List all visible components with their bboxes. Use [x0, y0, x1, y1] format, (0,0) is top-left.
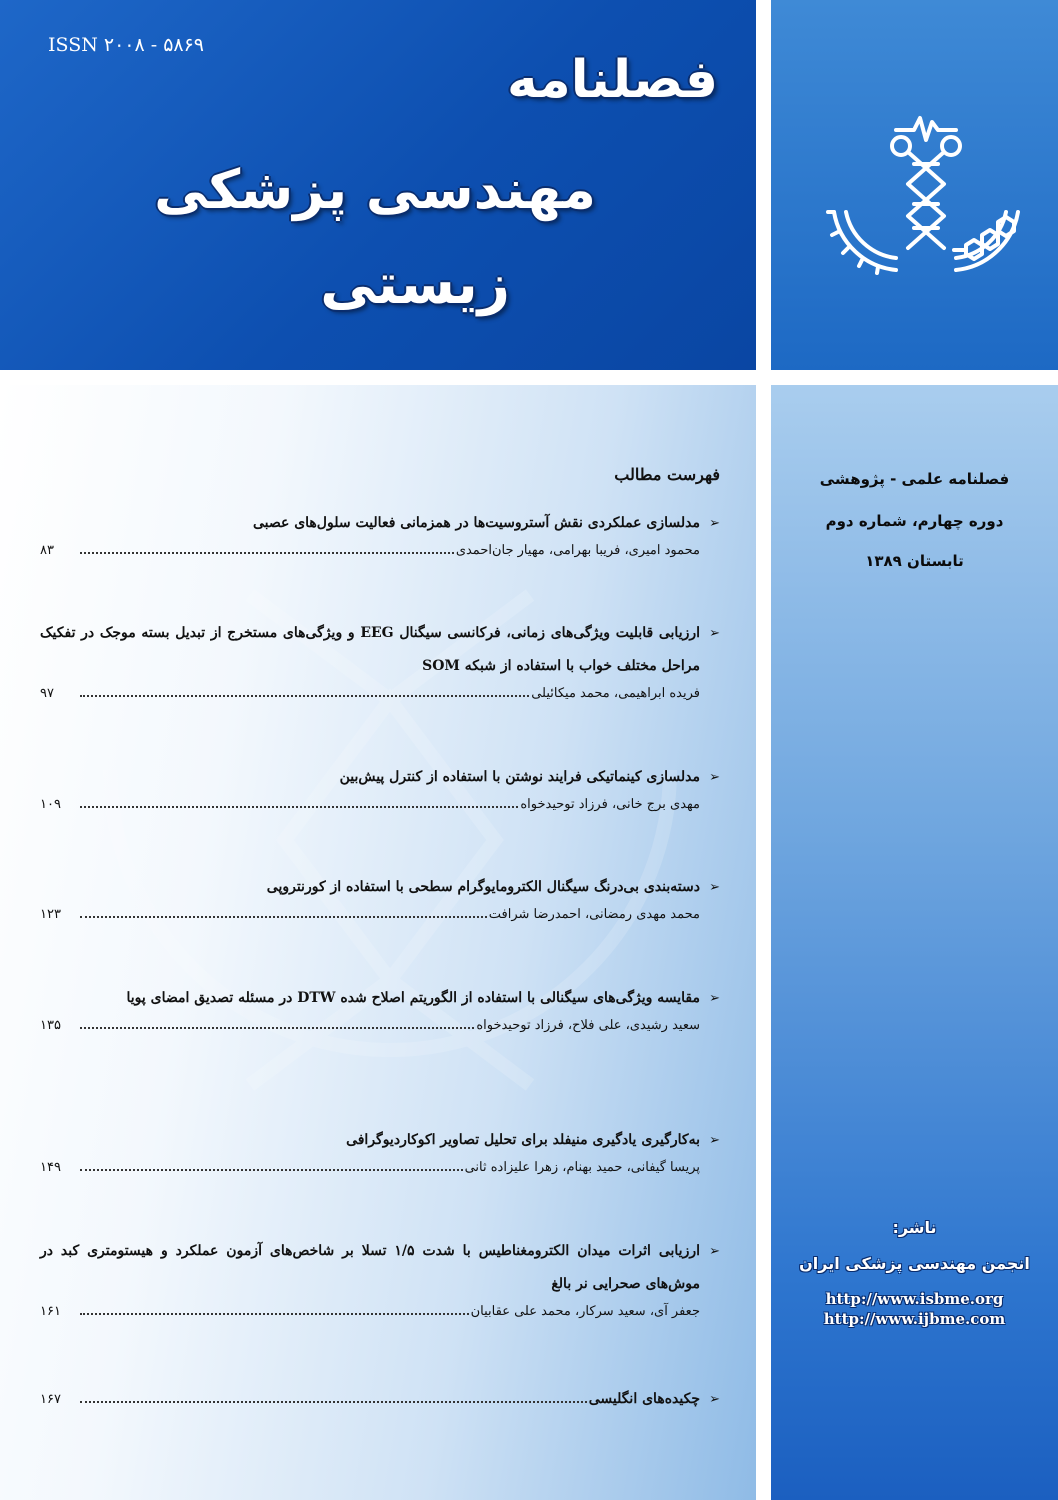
- arrow-bullet-icon: ➢: [709, 1133, 720, 1148]
- toc-entry: [40, 761, 720, 816]
- toc-entry: [40, 1235, 720, 1323]
- isbme-logo-icon: [826, 100, 1026, 275]
- dot-leader: [80, 1312, 469, 1315]
- page-number: ۱۰۹: [40, 797, 61, 812]
- dot-leader: [80, 1168, 463, 1171]
- article-title: مدلسازی کینماتیکی فرایند نوشتن با استفاده از کنترل پیش‌بین: [339, 769, 700, 785]
- dot-leader: [80, 805, 518, 808]
- article-title: چکیده‌های انگلیسی: [588, 1391, 700, 1407]
- article-authors: فریده ابراهیمی، محمد میکائیلی: [531, 686, 700, 701]
- toc-entry: [40, 871, 720, 926]
- toc-entry: [40, 982, 720, 1037]
- dot-leader: [80, 915, 487, 918]
- arrow-bullet-icon: ➢: [709, 1244, 720, 1259]
- article-authors: سعید رشیدی، علی فلاح، فرزاد توحیدخواه: [476, 1018, 700, 1033]
- article-authors: مهدی برج خانی، فرزاد توحیدخواه: [520, 797, 700, 812]
- dot-leader: [80, 551, 454, 554]
- publisher-label: ناشر:: [892, 1218, 937, 1237]
- article-title: مقایسه ویژگی‌های سیگنالی با استفاده از الگوریتم اصلاح شده DTW در مسئله تصدیق امضای پویا: [126, 990, 700, 1006]
- toc-entry-abstracts: [40, 1383, 720, 1416]
- arrow-bullet-icon: ➢: [709, 770, 720, 785]
- toc-heading: فهرست مطالب: [614, 465, 720, 484]
- arrow-bullet-icon: ➢: [709, 991, 720, 1006]
- page-number: ۱۴۹: [40, 1160, 61, 1175]
- dot-leader: [80, 694, 529, 697]
- season-year: تابستان ۱۳۸۹: [865, 552, 964, 570]
- journal-title-line1: فصلنامه: [507, 50, 718, 110]
- journal-type: فصلنامه علمی - پژوهشی: [819, 470, 1010, 488]
- website-link-ijbme[interactable]: http://www.ijbme.com: [823, 1310, 1006, 1328]
- publisher-name: انجمن مهندسی پزشکی ایران: [799, 1254, 1030, 1273]
- issn: ISSN ۲۰۰۸ - ۵۸۶۹: [48, 34, 205, 56]
- volume-issue: دوره چهارم، شماره دوم: [825, 512, 1004, 530]
- dot-leader: [80, 1400, 587, 1403]
- arrow-bullet-icon: ➢: [709, 880, 720, 895]
- article-title: ارزیابی قابلیت ویژگی‌های زمانی، فرکانسی سیگنال EEG و ویژگی‌های مستخرج از تبدیل بسته موجک در تفکیک مراحل مختلف خواب با استفاده از شبکه SOM: [40, 625, 700, 674]
- page-number: ۱۲۳: [40, 907, 61, 922]
- page-number: ۸۳: [40, 543, 54, 558]
- page-number: ۱۳۵: [40, 1018, 61, 1033]
- article-title: به‌کارگیری یادگیری منیفلد برای تحلیل تصاویر اکوکاردیوگرافی: [346, 1132, 700, 1148]
- dot-leader: [80, 1026, 474, 1029]
- toc-entry: [40, 507, 720, 562]
- article-title: مدلسازی عملکردی نقش آستروسیت‌ها در همزمانی فعالیت سلول‌های عصبی: [252, 515, 700, 531]
- article-authors: محمد مهدی رمضانی، احمدرضا شرافت: [488, 907, 700, 922]
- article-authors: محمود امیری، فریبا بهرامی، مهیار جان‌احمدی: [455, 543, 700, 558]
- article-title: ارزیابی اثرات میدان الکترومغناطیس با شدت ۱/۵ تسلا بر شاخص‌های آزمون عملکرد و هیستومتری کبد در موش‌های صحرایی نر بالغ: [40, 1243, 700, 1292]
- arrow-bullet-icon: ➢: [709, 516, 720, 531]
- article-title: دسته‌بندی بی‌درنگ سیگنال الکترومایوگرام سطحی با استفاده از کورنتروپی: [266, 879, 700, 895]
- article-authors: جعفر آی، سعید سرکار، محمد علی عقابیان: [470, 1304, 700, 1319]
- journal-title-line3: زیستی: [320, 252, 510, 317]
- journal-title-line2: مهندسی پزشکی: [154, 158, 596, 221]
- page-number: ۹۷: [40, 686, 54, 701]
- toc-entry: [40, 617, 720, 705]
- page-number: ۱۶۱: [40, 1304, 61, 1319]
- website-link-isbme[interactable]: http://www.isbme.org: [825, 1290, 1004, 1308]
- arrow-bullet-icon: ➢: [709, 1392, 720, 1407]
- toc-entry: [40, 1124, 720, 1179]
- page-number: ۱۶۷: [40, 1392, 61, 1407]
- arrow-bullet-icon: ➢: [709, 626, 720, 641]
- article-authors: پریسا گیفانی، حمید بهنام، زهرا علیزاده ثانی: [464, 1160, 700, 1175]
